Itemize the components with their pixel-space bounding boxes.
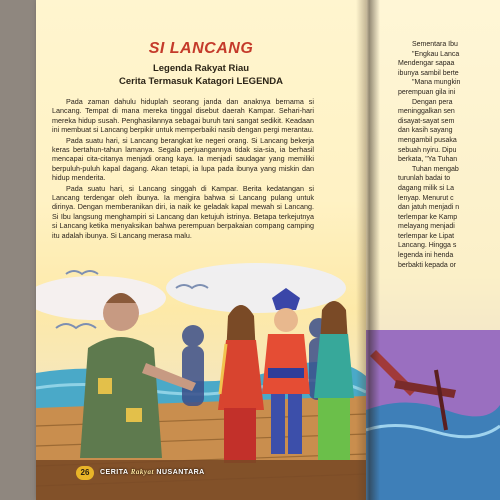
- series-word-1: CERITA: [100, 469, 129, 476]
- right-line: terlempar ke Kamp: [398, 213, 458, 221]
- right-line: Dengan pera: [412, 98, 453, 106]
- right-line: disayat-sayat sem: [398, 117, 455, 125]
- series-word-2: Rakyat: [130, 468, 154, 476]
- right-line: Tuhan mengab: [412, 165, 459, 173]
- paragraph-3: Pada suatu hari, si Lancang singgah di Kampar. Berita kedatangan si Lancang terdengar oleh ibunya. Ia mengira bahwa si Lancang pulang untuk dirinya. Dengan memberanikan diri, ia naik ke geladak kapal mewah si Lancang. Si Ibu langsung menghampiri si Lancang dan ketujuh istrinya. Betapa terkejutnya si Lancang ketika menyaksikan bahwa perempuan berpakaian compang camping itu adalah ibunya. Si Lancang merasa malu.: [52, 183, 314, 240]
- series-word-3: NUSANTARA: [156, 469, 205, 476]
- paragraph-2: Pada suatu hari, si Lancang berangkat ke negeri orang. Si Lancang bekerja keras bertahun-tahun lamanya. Segala perjuangannya tidak sia-sia, ia berhasil mencapai cita-citanya menjadi orang kaya. Ia menjadi saudagar yang memiliki berpuluh-puluh kapal dagang. Akan tetapi, ia lupa pada ibunya yang miskin dan hidup menderita.: [52, 135, 314, 183]
- story-category: Cerita Termasuk Katagori LEGENDA: [118, 76, 283, 87]
- right-line: dan kasih sayang: [398, 127, 453, 135]
- right-line: berkata, "Ya Tuhan: [398, 156, 458, 164]
- right-line: turunlah badai to: [398, 175, 451, 183]
- right-line: mengambil pusaka: [398, 136, 457, 144]
- right-line: melayang menjadi: [398, 223, 455, 231]
- series-title: [100, 468, 205, 476]
- paragraph-1: Pada zaman dahulu hiduplah seorang janda dan anaknya bernama si Lancang. Tempat di mana mereka tinggal disebut daerah Kampar. Sehari-hari mereka hidup susah. Penghasilannya sebagai buruh tani sangat sedikit. Keadaan ini membuat si Lancang berpikir untuk memperbaiki nasib dengan pergi merantau.: [52, 97, 314, 135]
- right-page-text: [398, 40, 500, 270]
- right-line: Mendengar sapaa: [398, 60, 455, 68]
- right-line: sebuah nyiru. Dipu: [398, 146, 457, 154]
- story-illustration: [36, 258, 366, 500]
- right-line: dagang milik si La: [398, 184, 455, 192]
- story-title: SI LANCANG: [148, 40, 254, 57]
- book-gutter: [356, 0, 380, 500]
- right-line: meninggalkan sen: [398, 108, 455, 116]
- story-text: [52, 97, 314, 240]
- right-line: perempuan gila ini: [398, 88, 456, 96]
- page-number: 26: [76, 466, 94, 480]
- right-line: dan jatuh menjadi n: [398, 204, 460, 212]
- right-line: Lancang. Hingga s: [398, 242, 457, 250]
- right-line: Sementara Ibu: [412, 41, 458, 48]
- right-line: lenyap. Menurut c: [398, 194, 454, 202]
- right-line: "Mana mungkin: [412, 79, 461, 87]
- legend-origin: Legenda Rakyat Riau: [152, 63, 250, 74]
- right-line: ibunya sambil berte: [398, 69, 459, 77]
- right-line: terlempar ke Lipat: [398, 232, 455, 240]
- right-line: legenda ini henda: [398, 252, 454, 260]
- right-line: "Engkau Lanca: [412, 50, 460, 58]
- left-page: [36, 0, 366, 500]
- right-line: berbakti kepada or: [398, 261, 456, 269]
